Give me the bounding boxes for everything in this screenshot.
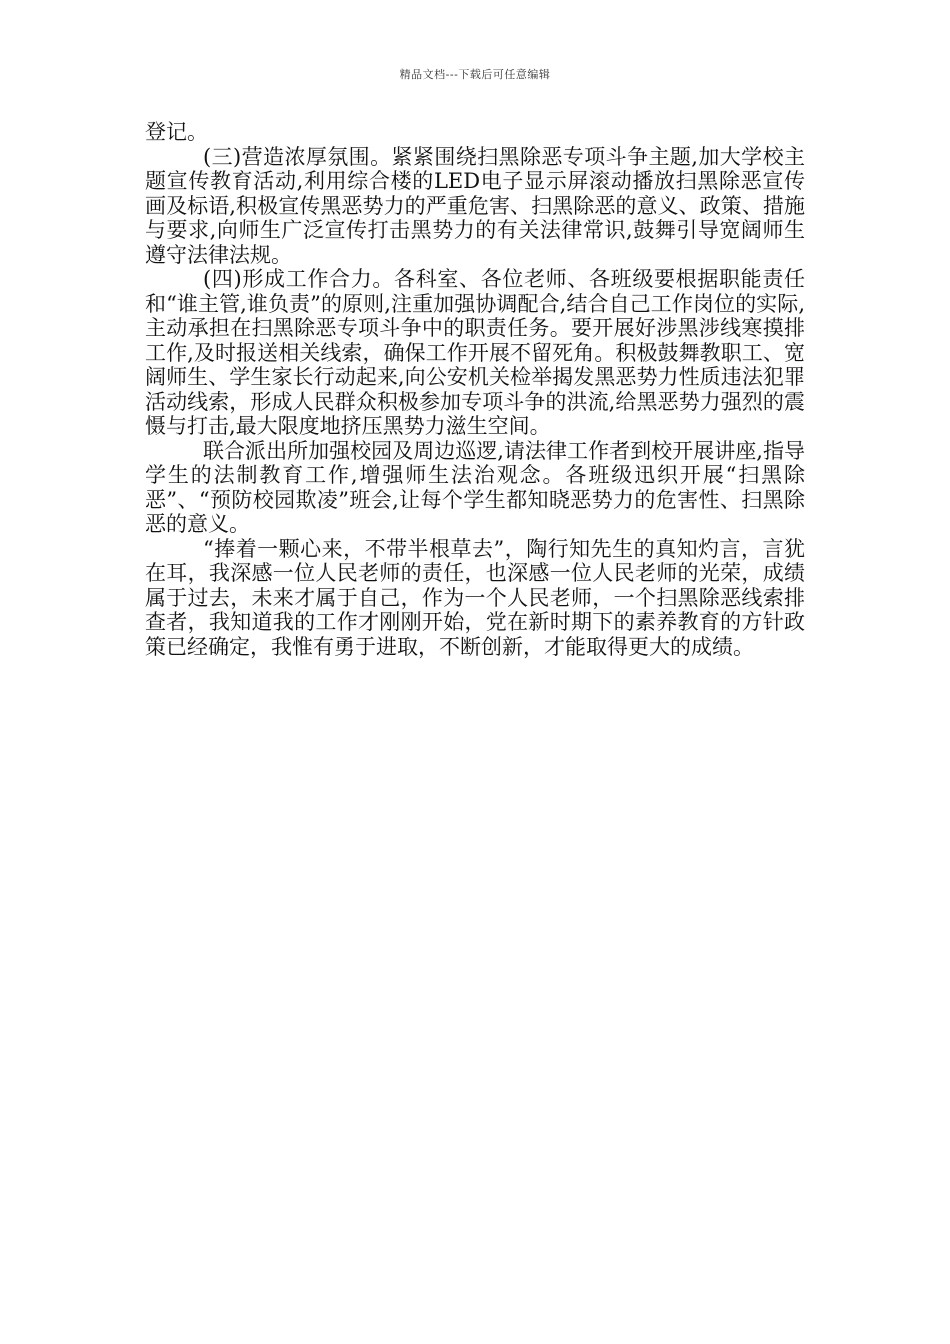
document-body xyxy=(145,120,805,659)
paragraph-joint-effort: (四)形成工作合力。各科室、各位老师、各班级要根据职能责任和“谁主管,谁负责”的原则,注重加强协调配合,结合自己工作岗位的实际,主动承担在扫黑除恶专项斗争中的职责任务。要开展好涉黑涉线寒摸排工作,及时报送相关线索，确保工作开展不留死角。积极鼓舞教职工、宽阔师生、学生家长行动起来,向公安机关检举揭发黑恶势力性质违法犯罪活动线索，形成人民群众积极参加专项斗争的洪流,给黑恶势力强烈的震慑与打击,最大限度地挤压黑势力滋生空间。 xyxy=(145,267,805,438)
paragraph-continuation: 登记。 xyxy=(145,120,208,144)
paragraph-police-cooperation: 联合派出所加强校园及周边巡逻,请法律工作者到校开展讲座,指导学生的法制教育工作,增强师生法治观念。各班级迅织开展“扫黑除恶”、“预防校园欺凌”班会,让每个学生都知晓恶势力的危害性、扫黑除恶的意义。 xyxy=(145,438,805,536)
page-header: 精品文档---下载后可任意编辑 xyxy=(399,68,551,81)
paragraph-conclusion: “捧着一颗心来，不带半根草去”，陶行知先生的真知灼言，言犹在耳，我深感一位人民老师的责任，也深感一位人民老师的光荣，成绩属于过去，未来才属于自己，作为一个人民老师，一个扫黑除恶线索排查者，我知道我的工作才刚刚开始，党在新时期下的素养教育的方针政策已经确定，我惟有勇于进取，不断创新，才能取得更大的成绩。 xyxy=(145,536,805,659)
paragraph-atmosphere: (三)营造浓厚氛围。紧紧围绕扫黑除恶专项斗争主题,加大学校主题宣传教育活动,利用综合楼的LED电子显示屏滚动播放扫黑除恶宣传画及标语,积极宣传黑恶势力的严重危害、扫黑除恶的意义、政策、措施与要求,向师生广泛宣传打击黑势力的有关法律常识,鼓舞引导宽阔师生遵守法律法规。 xyxy=(145,144,805,267)
